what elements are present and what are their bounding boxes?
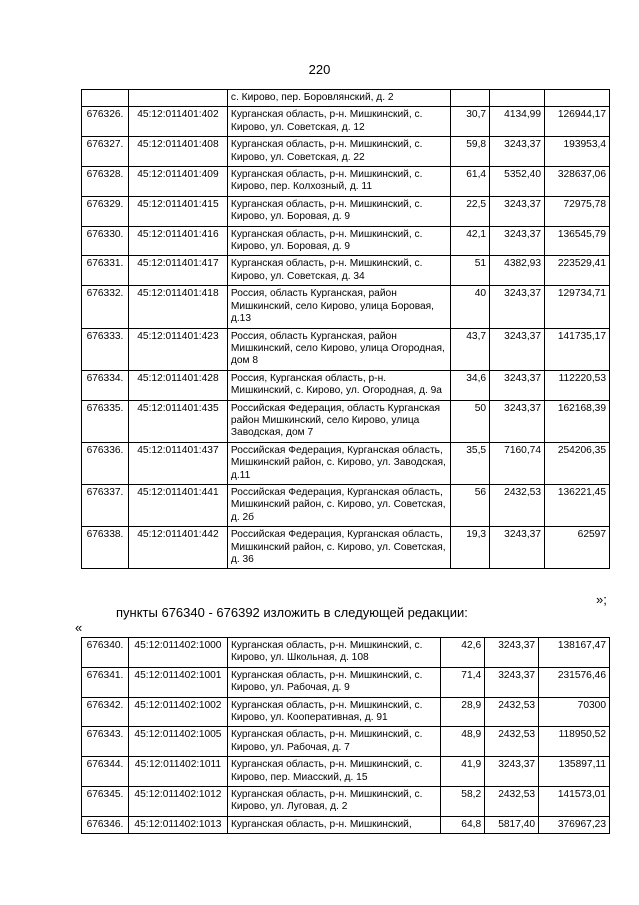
row-number-cell: 676332. bbox=[82, 286, 129, 328]
cadastral-number-cell: 45:12:011402:1000 bbox=[128, 638, 227, 668]
cadastral-number-cell: 45:12:011401:437 bbox=[128, 442, 227, 484]
row-number-cell: 676331. bbox=[82, 256, 129, 286]
table-row bbox=[82, 226, 610, 256]
area-cell: 40 bbox=[451, 286, 490, 328]
table-row bbox=[82, 137, 610, 167]
table-row bbox=[82, 196, 610, 226]
area-cell: 64,8 bbox=[441, 816, 485, 833]
row-number-cell: 676337. bbox=[82, 484, 129, 526]
row-number-cell: 676334. bbox=[82, 370, 129, 400]
cadastral-value-cell: 72975,78 bbox=[545, 196, 610, 226]
cadastral-value-cell: 193953,4 bbox=[545, 137, 610, 167]
cadastral-number-cell: 45:12:011401:428 bbox=[128, 370, 227, 400]
address-cell: с. Кирово, пер. Боровлянский, д. 2 bbox=[227, 90, 450, 107]
row-number-cell: 676329. bbox=[82, 196, 129, 226]
row-number-cell: 676345. bbox=[82, 787, 129, 817]
area-cell: 51 bbox=[451, 256, 490, 286]
table-row bbox=[82, 787, 610, 817]
page-number: 220 bbox=[308, 62, 331, 77]
rate-cell: 3243,37 bbox=[490, 226, 545, 256]
row-number-cell: 676338. bbox=[82, 527, 129, 569]
row-number-cell: 676340. bbox=[82, 638, 129, 668]
cadastral-number-cell: 45:12:011402:1011 bbox=[128, 757, 227, 787]
table-row bbox=[82, 90, 610, 107]
rate-cell: 4382,93 bbox=[490, 256, 545, 286]
rate-cell: 3243,37 bbox=[490, 328, 545, 370]
address-cell: Курганская область, р-н. Мишкинский, с. Кирово, ул. Советская, д. 34 bbox=[227, 256, 450, 286]
address-cell: Курганская область, р-н. Мишкинский, с. Кирово, ул. Луговая, д. 2 bbox=[227, 787, 440, 817]
rate-cell: 3243,37 bbox=[490, 370, 545, 400]
table-row bbox=[82, 256, 610, 286]
rate-cell: 5352,40 bbox=[490, 167, 545, 197]
row-number-cell: 676342. bbox=[82, 697, 129, 727]
cadastral-value-cell bbox=[545, 90, 610, 107]
table-row bbox=[82, 638, 610, 668]
address-cell: Российская Федерация, Курганская область, Мишкинский район, с. Кирово, ул. Советская, д. 36 bbox=[227, 527, 450, 569]
row-number-cell: 676344. bbox=[82, 757, 129, 787]
row-number-cell bbox=[82, 90, 129, 107]
table-row bbox=[82, 107, 610, 137]
area-cell: 59,8 bbox=[451, 137, 490, 167]
closing-quote: »; bbox=[596, 592, 607, 607]
rate-cell: 7160,74 bbox=[490, 442, 545, 484]
table-row bbox=[82, 484, 610, 526]
cadastral-number-cell: 45:12:011401:402 bbox=[128, 107, 227, 137]
cadastral-value-cell: 136221,45 bbox=[545, 484, 610, 526]
opening-quote: « bbox=[75, 620, 83, 635]
table-row bbox=[82, 757, 610, 787]
address-cell: Россия, область Курганская, район Мишкинский, село Кирово, улица Огородная, дом 8 bbox=[227, 328, 450, 370]
cadastral-value-cell: 376967,23 bbox=[539, 816, 610, 833]
table-row bbox=[82, 328, 610, 370]
address-cell: Курганская область, р-н. Мишкинский, с. Кирово, пер. Колхозный, д. 11 bbox=[227, 167, 450, 197]
cadastral-value-cell: 162168,39 bbox=[545, 400, 610, 442]
address-cell: Курганская область, р-н. Мишкинский, bbox=[227, 816, 440, 833]
area-cell bbox=[451, 90, 490, 107]
address-cell: Курганская область, р-н. Мишкинский, с. Кирово, ул. Школьная, д. 108 bbox=[227, 638, 440, 668]
rate-cell: 3243,37 bbox=[490, 286, 545, 328]
rate-cell: 2432,53 bbox=[485, 787, 539, 817]
cadastral-value-cell: 231576,46 bbox=[539, 667, 610, 697]
cadastral-number-cell: 45:12:011402:1013 bbox=[128, 816, 227, 833]
table-row bbox=[82, 400, 610, 442]
area-cell: 22,5 bbox=[451, 196, 490, 226]
row-number-cell: 676328. bbox=[82, 167, 129, 197]
rate-cell: 3243,37 bbox=[490, 196, 545, 226]
instruction-text: пункты 676340 - 676392 изложить в следующей редакции: bbox=[116, 605, 468, 620]
area-cell: 42,1 bbox=[451, 226, 490, 256]
area-cell: 50 bbox=[451, 400, 490, 442]
area-cell: 35,5 bbox=[451, 442, 490, 484]
cadastral-number-cell: 45:12:011401:423 bbox=[128, 328, 227, 370]
address-cell: Россия, область Курганская, район Мишкинский, село Кирово, улица Боровая, д.13 bbox=[227, 286, 450, 328]
cadastral-number-cell: 45:12:011401:435 bbox=[128, 400, 227, 442]
cadastral-value-cell: 135897,11 bbox=[539, 757, 610, 787]
cadastral-number-cell: 45:12:011402:1002 bbox=[128, 697, 227, 727]
cadastral-value-cell: 118950,52 bbox=[539, 727, 610, 757]
table-row bbox=[82, 167, 610, 197]
table-row bbox=[82, 697, 610, 727]
area-cell: 56 bbox=[451, 484, 490, 526]
cadastral-number-cell: 45:12:011402:1012 bbox=[128, 787, 227, 817]
rate-cell bbox=[490, 90, 545, 107]
area-cell: 19,3 bbox=[451, 527, 490, 569]
rate-cell: 3243,37 bbox=[485, 667, 539, 697]
cadastral-value-cell: 136545,79 bbox=[545, 226, 610, 256]
table-row bbox=[82, 667, 610, 697]
table-body bbox=[82, 90, 610, 569]
row-number-cell: 676346. bbox=[82, 816, 129, 833]
cadastral-value-cell: 223529,41 bbox=[545, 256, 610, 286]
table-row bbox=[82, 527, 610, 569]
cadastral-number-cell: 45:12:011401:442 bbox=[128, 527, 227, 569]
table-row bbox=[82, 816, 610, 833]
area-cell: 30,7 bbox=[451, 107, 490, 137]
rate-cell: 2432,53 bbox=[490, 484, 545, 526]
area-cell: 61,4 bbox=[451, 167, 490, 197]
cadastral-value-cell: 254206,35 bbox=[545, 442, 610, 484]
cadastral-value-cell: 328637,06 bbox=[545, 167, 610, 197]
row-number-cell: 676336. bbox=[82, 442, 129, 484]
address-cell: Российская Федерация, Курганская область, Мишкинский район, с. Кирово, ул. Заводская, д.11 bbox=[227, 442, 450, 484]
area-cell: 41,9 bbox=[441, 757, 485, 787]
cadastral-number-cell: 45:12:011401:441 bbox=[128, 484, 227, 526]
row-number-cell: 676333. bbox=[82, 328, 129, 370]
property-table-2 bbox=[81, 637, 610, 834]
table-row bbox=[82, 286, 610, 328]
cadastral-value-cell: 126944,17 bbox=[545, 107, 610, 137]
rate-cell: 2432,53 bbox=[485, 727, 539, 757]
cadastral-number-cell: 45:12:011401:409 bbox=[128, 167, 227, 197]
area-cell: 34,6 bbox=[451, 370, 490, 400]
rate-cell: 3243,37 bbox=[490, 400, 545, 442]
table-row bbox=[82, 727, 610, 757]
area-cell: 43,7 bbox=[451, 328, 490, 370]
rate-cell: 3243,37 bbox=[485, 638, 539, 668]
address-cell: Курганская область, р-н. Мишкинский, с. Кирово, ул. Кооперативная, д. 91 bbox=[227, 697, 440, 727]
cadastral-number-cell: 45:12:011401:417 bbox=[128, 256, 227, 286]
cadastral-number-cell: 45:12:011402:1005 bbox=[128, 727, 227, 757]
table-row bbox=[82, 442, 610, 484]
row-number-cell: 676327. bbox=[82, 137, 129, 167]
address-cell: Курганская область, р-н. Мишкинский, с. Кирово, ул. Рабочая, д. 7 bbox=[227, 727, 440, 757]
cadastral-value-cell: 112220,53 bbox=[545, 370, 610, 400]
cadastral-number-cell: 45:12:011401:416 bbox=[128, 226, 227, 256]
address-cell: Курганская область, р-н. Мишкинский, с. Кирово, ул. Советская, д. 12 bbox=[227, 107, 450, 137]
rate-cell: 5817,40 bbox=[485, 816, 539, 833]
row-number-cell: 676341. bbox=[82, 667, 129, 697]
cadastral-value-cell: 70300 bbox=[539, 697, 610, 727]
address-cell: Курганская область, р-н. Мишкинский, с. Кирово, ул. Боровая, д. 9 bbox=[227, 226, 450, 256]
rate-cell: 3243,37 bbox=[490, 137, 545, 167]
address-cell: Россия, Курганская область, р-н. Мишкинский, с. Кирово, ул. Огородная, д. 9а bbox=[227, 370, 450, 400]
address-cell: Курганская область, р-н. Мишкинский, с. Кирово, ул. Рабочая, д. 9 bbox=[227, 667, 440, 697]
area-cell: 28,9 bbox=[441, 697, 485, 727]
table-row bbox=[82, 370, 610, 400]
area-cell: 42,6 bbox=[441, 638, 485, 668]
property-table-1 bbox=[81, 89, 610, 569]
cadastral-value-cell: 129734,71 bbox=[545, 286, 610, 328]
address-cell: Курганская область, р-н. Мишкинский, с. Кирово, пер. Миасский, д. 15 bbox=[227, 757, 440, 787]
cadastral-number-cell bbox=[128, 90, 227, 107]
area-cell: 71,4 bbox=[441, 667, 485, 697]
cadastral-value-cell: 141735,17 bbox=[545, 328, 610, 370]
cadastral-value-cell: 138167,47 bbox=[539, 638, 610, 668]
rate-cell: 4134,99 bbox=[490, 107, 545, 137]
cadastral-number-cell: 45:12:011402:1001 bbox=[128, 667, 227, 697]
cadastral-value-cell: 62597 bbox=[545, 527, 610, 569]
row-number-cell: 676343. bbox=[82, 727, 129, 757]
row-number-cell: 676326. bbox=[82, 107, 129, 137]
table-body bbox=[82, 638, 610, 834]
rate-cell: 3243,37 bbox=[485, 757, 539, 787]
address-cell: Российская Федерация, Курганская область, Мишкинский район, с. Кирово, ул. Советская, д. 2б bbox=[227, 484, 450, 526]
address-cell: Российская Федерация, область Курганская район Мишкинский, село Кирово, улица Заводская, дом 7 bbox=[227, 400, 450, 442]
cadastral-value-cell: 141573,01 bbox=[539, 787, 610, 817]
rate-cell: 2432,53 bbox=[485, 697, 539, 727]
area-cell: 48,9 bbox=[441, 727, 485, 757]
row-number-cell: 676335. bbox=[82, 400, 129, 442]
cadastral-number-cell: 45:12:011401:418 bbox=[128, 286, 227, 328]
address-cell: Курганская область, р-н. Мишкинский, с. Кирово, ул. Боровая, д. 9 bbox=[227, 196, 450, 226]
rate-cell: 3243,37 bbox=[490, 527, 545, 569]
address-cell: Курганская область, р-н. Мишкинский, с. Кирово, ул. Советская, д. 22 bbox=[227, 137, 450, 167]
row-number-cell: 676330. bbox=[82, 226, 129, 256]
cadastral-number-cell: 45:12:011401:415 bbox=[128, 196, 227, 226]
cadastral-number-cell: 45:12:011401:408 bbox=[128, 137, 227, 167]
area-cell: 58,2 bbox=[441, 787, 485, 817]
